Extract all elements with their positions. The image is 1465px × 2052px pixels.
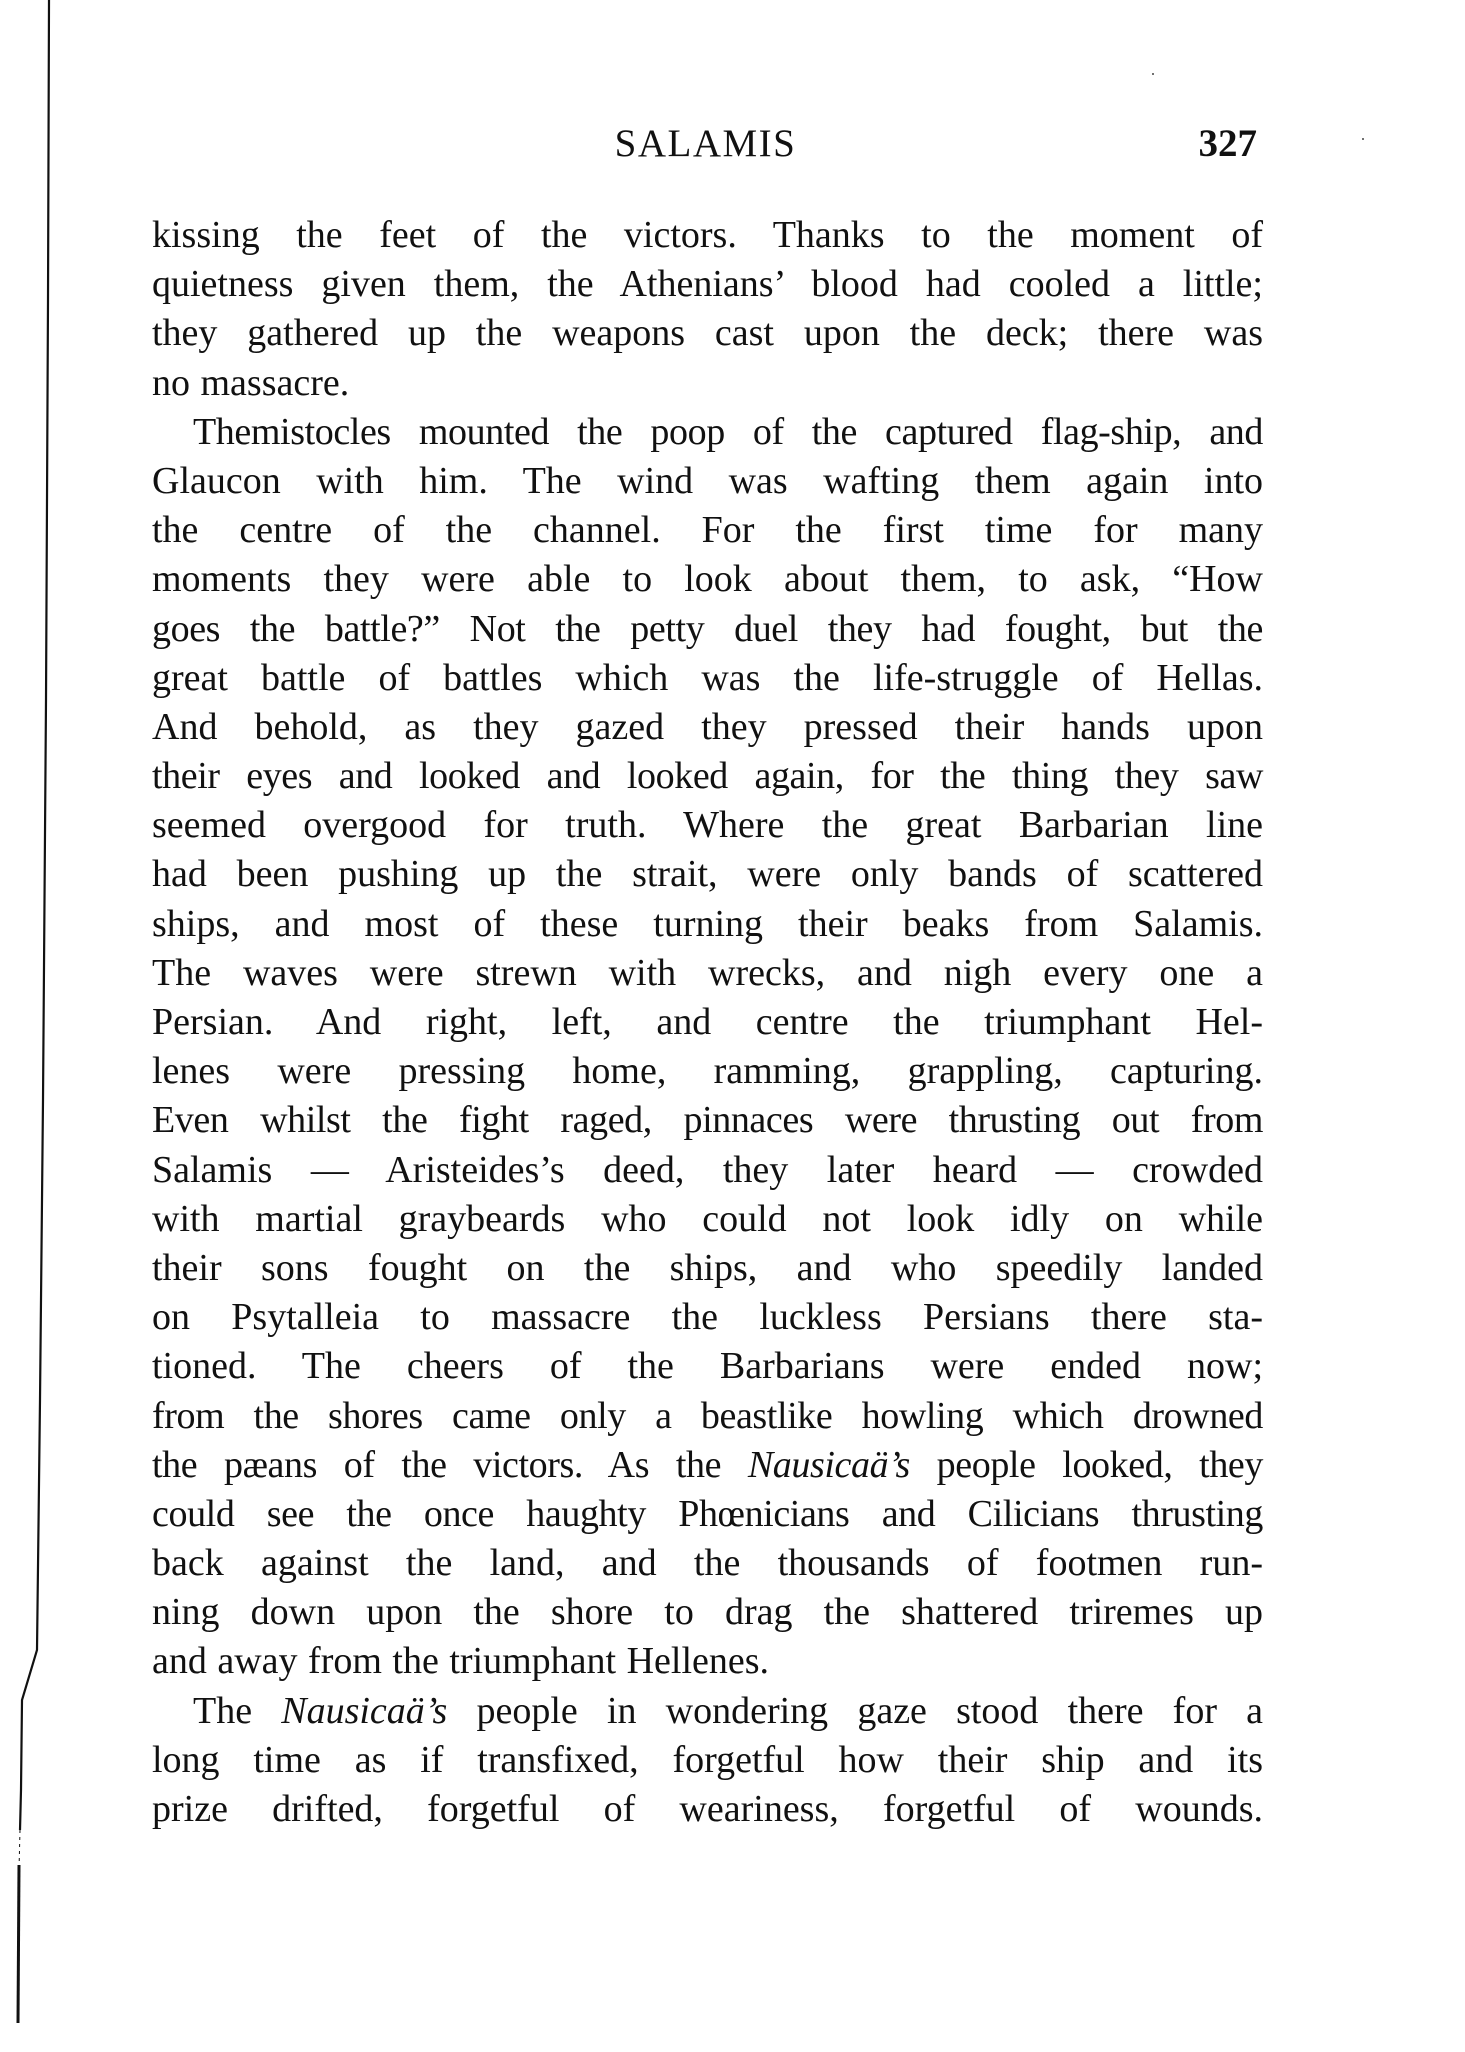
text-line: Persian. And right, left, and centre the triumphant Hel- [152, 1001, 1263, 1043]
paragraph [152, 1687, 1263, 1835]
text-line: no massacre. [152, 361, 350, 404]
text-line: on Psytalleia to massacre the luckless Persians there sta- [152, 1296, 1263, 1339]
text-line: prize drifted, forgetful of weariness, forgetful of wounds. [152, 1788, 1263, 1830]
text-line: The waves were strewn with wrecks, and nigh every one a [152, 951, 1263, 994]
scan-speck [1362, 138, 1364, 140]
text-line: goes the battle?” Not the petty duel they had fought, but the [152, 607, 1263, 650]
text-line: And behold, as they gazed they pressed their hands upon [152, 705, 1263, 748]
text-line: Themistocles mounted the poop of the captured flag-ship, and [193, 410, 1263, 453]
text-line: Glaucon with him. The wind was wafting them again into [152, 459, 1263, 502]
text-run: The [193, 1689, 282, 1732]
scan-margin-line [0, 0, 80, 2052]
text-line: had been pushing up the strait, were only bands of scattered [152, 853, 1263, 896]
page-number: 327 [1198, 122, 1257, 165]
paragraph [152, 408, 1263, 1687]
text-line: their eyes and looked and looked again, for the thing they saw [152, 755, 1263, 798]
text-line: could see the once haughty Phœnicians and Cilicians thrusting [152, 1492, 1263, 1535]
text-line [152, 1441, 1263, 1490]
text-line: Salamis — Aristeides’s deed, they later heard — crowded [152, 1148, 1263, 1191]
text-line: Even whilst the fight raged, pinnaces were thrusting out from [152, 1099, 1263, 1142]
running-head [152, 120, 1263, 168]
text-line: lenes were pressing home, ramming, grappling, capturing. [152, 1050, 1263, 1093]
text-line: kissing the feet of the victors. Thanks to the moment of [152, 214, 1263, 256]
text-line: their sons fought on the ships, and who speedily landed [152, 1246, 1263, 1289]
text-line: they gathered up the weapons cast upon the deck; there was [152, 312, 1263, 355]
text-line: back against the land, and the thousands of footmen run- [152, 1542, 1263, 1585]
text-run: people looked, they [909, 1443, 1263, 1486]
chapter-title: SALAMIS [614, 122, 797, 165]
ship-name-italic: Nausicaä’s [281, 1689, 448, 1732]
text-line: ning down upon the shore to drag the shattered triremes up [152, 1591, 1263, 1634]
text-line: quietness given them, the Athenians’ blood had cooled a little; [152, 263, 1263, 306]
text-line: the centre of the channel. For the first time for many [152, 509, 1263, 552]
text-line: tioned. The cheers of the Barbarians were ended now; [152, 1345, 1263, 1388]
text-line: ships, and most of these turning their beaks from Salamis. [152, 902, 1263, 945]
text-line: great battle of battles which was the life-struggle of Hellas. [152, 656, 1263, 699]
text-line: with martial graybeards who could not look idly on while [152, 1197, 1263, 1240]
body-text [152, 211, 1263, 1834]
text-line: seemed overgood for truth. Where the great Barbarian line [152, 804, 1263, 847]
paragraph [152, 211, 1263, 408]
text-line: from the shores came only a beastlike howling which drowned [152, 1394, 1263, 1437]
text-line: and away from the triumphant Hellenes. [152, 1640, 770, 1683]
text-line: long time as if transfixed, forgetful how their ship and its [152, 1738, 1263, 1781]
text-run: the pæans of the victors. As the [152, 1443, 748, 1486]
scan-speck [1152, 73, 1154, 75]
text-line [152, 1687, 1263, 1736]
text-run: people in wondering gaze stood there for a [447, 1689, 1263, 1732]
running-title [152, 120, 1263, 168]
text-line: moments they were able to look about them, to ask, “How [152, 558, 1263, 601]
ship-name-italic: Nausicaä’s [747, 1443, 910, 1486]
